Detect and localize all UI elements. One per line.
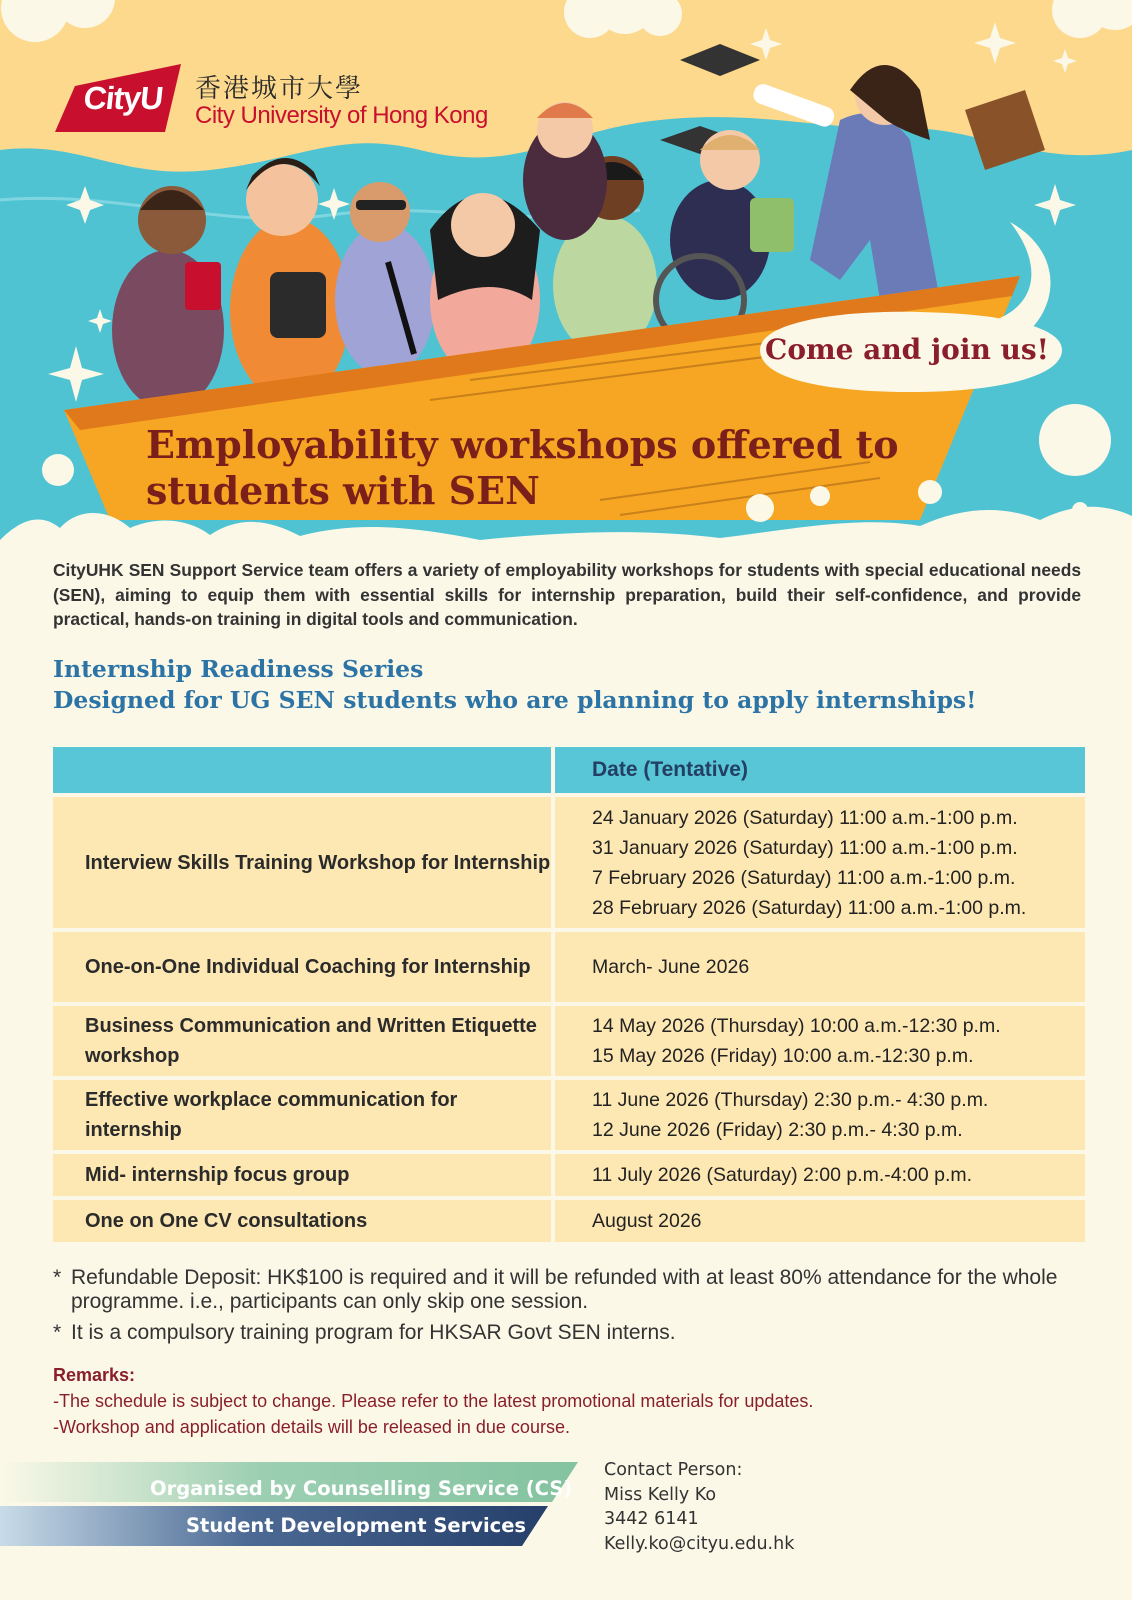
date-line: 28 February 2026 (Saturday) 11:00 a.m.-1:00 p.m. xyxy=(592,896,1027,919)
date-line: 12 June 2026 (Friday) 2:30 p.m.- 4:30 p.m. xyxy=(592,1119,963,1141)
contact-block xyxy=(604,1458,794,1557)
workshop-dates xyxy=(551,1200,1085,1242)
table-row xyxy=(53,1006,1085,1076)
asterisk-icon: * xyxy=(53,1266,62,1289)
workshop-dates xyxy=(551,1006,1085,1076)
date-line: 15 May 2026 (Friday) 10:00 a.m.-12:30 p.m. xyxy=(592,1045,974,1067)
remarks xyxy=(53,1362,1093,1440)
hero-title-line-2: students with SEN xyxy=(146,468,540,513)
workshop-dates xyxy=(551,797,1085,928)
workshop-dates xyxy=(551,1154,1085,1196)
cityu-logo xyxy=(55,60,515,140)
contact-name: Miss Kelly Ko xyxy=(604,1484,717,1505)
logo-wordmark: CityU xyxy=(81,80,165,116)
remark-line: -The schedule is subject to change. Please refer to the latest promotional materials for updates. xyxy=(53,1391,814,1411)
table-row xyxy=(53,1200,1085,1242)
organiser-line-1: Organised by Counselling Service (CS) xyxy=(150,1477,573,1500)
workshop-dates xyxy=(551,1080,1085,1150)
date-line: 14 May 2026 (Thursday) 10:00 a.m.-12:30 p.m. xyxy=(592,1015,1001,1037)
asterisk-icon: * xyxy=(53,1321,62,1344)
note-text: Refundable Deposit: HK$100 is required and it will be refunded with at least 80% attendance for the whole programme. i.e., participants can only skip one session. xyxy=(71,1266,1058,1313)
workshop-name: Effective workplace communication for internship xyxy=(53,1080,551,1150)
note-text: It is a compulsory training program for HKSAR Govt SEN interns. xyxy=(71,1321,676,1344)
table-row xyxy=(53,1154,1085,1196)
date-line: 11 June 2026 (Thursday) 2:30 p.m.- 4:30 p.m. xyxy=(592,1089,989,1111)
intro-paragraph: CityUHK SEN Support Service team offers a variety of employability workshops for students with special educational needs (SEN), aiming to equip them with essential skills for internship preparation, build their self-confidence, and provide practical, hands-on training in digital tools and communication. xyxy=(53,560,1081,629)
schedule-table xyxy=(53,743,1085,1246)
hero-title xyxy=(146,422,946,514)
workshop-dates xyxy=(551,932,1085,1002)
workshop-name: One-on-One Individual Coaching for Internship xyxy=(53,932,551,1002)
logo-english-name: City University of Hong Kong xyxy=(195,102,488,129)
table-row xyxy=(53,797,1085,928)
series-subtitle: Designed for UG SEN students who are planning to apply internships! xyxy=(53,686,977,714)
date-line: 11 July 2026 (Saturday) 2:00 p.m.-4:00 p.m. xyxy=(592,1164,973,1186)
workshop-name: One on One CV consultations xyxy=(53,1200,551,1242)
date-line: 7 February 2026 (Saturday) 11:00 a.m.-1:00 p.m. xyxy=(592,866,1016,889)
workshop-name: Mid- internship focus group xyxy=(53,1154,551,1196)
contact-label: Contact Person: xyxy=(604,1460,743,1480)
table-row xyxy=(53,1080,1085,1150)
table-row xyxy=(53,932,1085,1002)
workshop-name: Business Communication and Written Etiquette workshop xyxy=(53,1006,551,1076)
header-workshop xyxy=(53,747,551,793)
workshop-name: Interview Skills Training Workshop for Internship xyxy=(53,797,551,928)
table-header-row xyxy=(53,747,1085,793)
date-line: August 2026 xyxy=(592,1210,702,1232)
note-compulsory xyxy=(53,1321,1093,1345)
contact-phone: 3442 6141 xyxy=(604,1509,699,1530)
header-date: Date (Tentative) xyxy=(551,747,1085,793)
series-heading xyxy=(53,654,1093,716)
logo-chinese-name: 香港城市大學 xyxy=(195,74,364,104)
series-title: Internship Readiness Series xyxy=(53,655,424,683)
date-line: March- June 2026 xyxy=(592,956,750,978)
note-deposit xyxy=(53,1266,1093,1313)
speech-bubble-text: Come and join us! xyxy=(765,333,1049,366)
date-line: 31 January 2026 (Saturday) 11:00 a.m.-1:00 p.m. xyxy=(592,836,1018,859)
date-line: 24 January 2026 (Saturday) 11:00 a.m.-1:00 p.m. xyxy=(592,806,1018,829)
contact-email[interactable]: Kelly.ko@cityu.edu.hk xyxy=(604,1534,795,1555)
remarks-title: Remarks: xyxy=(53,1365,136,1385)
remark-line: -Workshop and application details will be released in due course. xyxy=(53,1417,570,1437)
hero-title-line-1: Employability workshops offered to xyxy=(146,422,899,467)
notes xyxy=(53,1266,1093,1345)
organiser-line-2: Student Development Services xyxy=(186,1514,527,1537)
